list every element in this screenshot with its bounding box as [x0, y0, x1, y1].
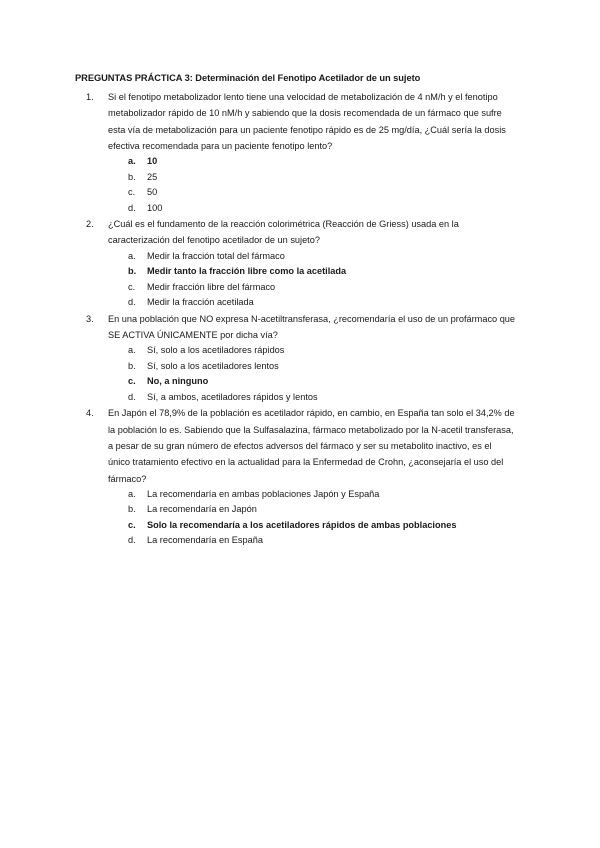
option-letter: c. — [128, 281, 136, 292]
option-item — [128, 533, 516, 549]
option-item — [128, 343, 516, 359]
option-text: Medir la fracción total del fármaco — [147, 250, 285, 261]
option-item — [128, 390, 516, 406]
question-number: 3. — [86, 313, 94, 324]
option-item — [128, 185, 516, 201]
option-text: Solo la recomendaría a los acetiladores rápidos de ambas poblaciones — [147, 519, 457, 530]
option-letter: d. — [128, 391, 136, 402]
option-letter: d. — [128, 535, 136, 546]
option-item — [128, 170, 516, 186]
option-letter: a. — [128, 250, 136, 261]
option-item — [128, 249, 516, 265]
option-text: La recomendaría en ambas poblaciones Japón y España — [147, 488, 380, 499]
question-text: En una población que NO expresa N-acetiltransferasa, ¿recomendaría el uso de un profármaco que SE ACTIVA ÚNICAMENTE por dicha vía? — [108, 313, 516, 341]
option-text: 100 — [147, 202, 163, 213]
question-text: En Japón el 78,9% de la población es acetilador rápido, en cambio, en España tan solo el 34,2% de la población lo es. Sabiendo que la Sulfasalazina, fármaco metabolizado por la N-acetil transferasa, a pesar de su gran número de efectos adversos del fármaco y ser su metabolito inactivo, es el único tratamiento efectivo en la actualidad para la Enfermedad de Crohn, ¿aconsejaría el uso del fármaco? — [108, 408, 515, 484]
option-item — [128, 295, 516, 311]
option-letter: b. — [128, 360, 136, 371]
option-letter: d. — [128, 297, 136, 308]
option-text: 50 — [147, 187, 158, 198]
option-letter: b. — [128, 504, 136, 515]
option-letter: b. — [128, 171, 136, 182]
option-letter: c. — [128, 519, 136, 530]
question-4 — [86, 405, 516, 548]
question-text: Si el fenotipo metabolizador lento tiene una velocidad de metabolización de 4 nM/h y el fenotipo metabolizador rápido de 10 nM/h y sabiendo que la dosis recomendada de un fármaco que sufre esta vía de metabolización para un paciente fenotipo rápido es de 25 mg/día, ¿Cuál sería la dosis efectiva recomendada para un paciente fenotipo lento? — [108, 92, 506, 151]
option-letter: c. — [128, 376, 136, 387]
option-text: La recomendaría en España — [147, 535, 263, 546]
option-text: Medir la fracción acetilada — [147, 297, 254, 308]
option-letter: a. — [128, 345, 136, 356]
question-text: ¿Cuál es el fundamento de la reacción colorimétrica (Reacción de Griess) usada en la caracterización del fenotipo acetilador de un sujeto? — [108, 219, 459, 246]
option-item — [128, 502, 516, 518]
option-item — [128, 201, 516, 217]
option-item — [128, 359, 516, 375]
option-letter: c. — [128, 187, 136, 198]
option-text: Medir fracción libre del fármaco — [147, 281, 276, 292]
question-number: 1. — [86, 92, 94, 102]
option-text: Sí, solo a los acetiladores lentos — [147, 360, 279, 371]
option-letter: b. — [128, 266, 137, 277]
option-list — [108, 487, 516, 549]
option-text: 25 — [147, 171, 158, 182]
option-item — [128, 487, 516, 503]
option-text: Medir tanto la fracción libre como la acetilada — [147, 266, 347, 277]
option-letter: a. — [128, 156, 136, 167]
option-item — [128, 280, 516, 296]
option-text: La recomendaría en Japón — [147, 504, 257, 515]
option-text: No, a ninguno — [147, 376, 209, 387]
option-item — [128, 154, 516, 170]
option-letter: a. — [128, 488, 136, 499]
option-list — [108, 249, 516, 311]
question-number: 4. — [86, 408, 94, 419]
question-number: 2. — [86, 219, 94, 230]
option-list — [108, 343, 516, 405]
option-text: 10 — [147, 156, 158, 167]
option-text: Sí, solo a los acetiladores rápidos — [147, 345, 285, 356]
document-title: PREGUNTAS PRÁCTICA 3: Determinación del Fenotipo Acetilador de un sujeto — [75, 73, 421, 83]
question-2 — [86, 216, 516, 311]
option-item — [128, 518, 516, 534]
option-text: Sí, a ambos, acetiladores rápidos y lentos — [147, 391, 318, 402]
option-list — [108, 154, 516, 216]
option-letter: d. — [128, 202, 136, 213]
option-item — [128, 374, 516, 390]
question-1 — [86, 89, 516, 216]
question-3 — [86, 311, 516, 406]
question-list — [86, 89, 516, 549]
option-item — [128, 264, 516, 280]
